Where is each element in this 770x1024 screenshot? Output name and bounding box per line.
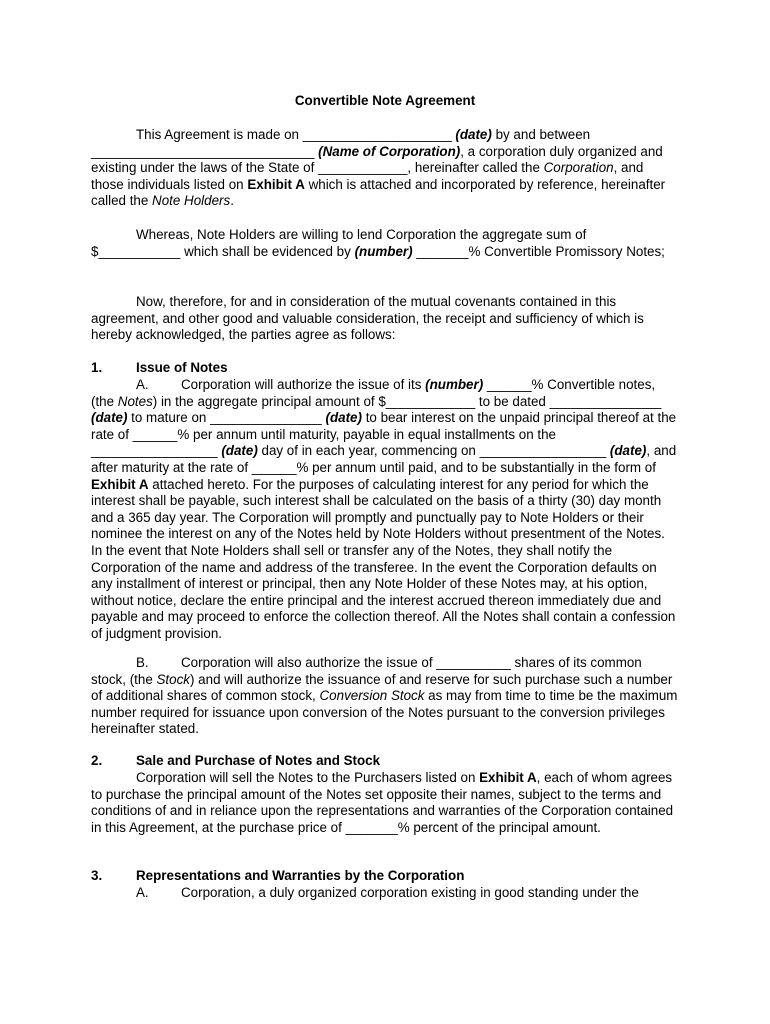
text-run: attached hereto. For the purposes of calculating interest for any period for which the interest shall be payable, such interest shall be calculated on the basis of a thirty (30) day month and a 365 day year. The Corporation will promptly and punctually pay to Note Holders or their nominee the interest on any of the Notes held by Note Holders without presentment of the Notes. In the event that Note Holders shall sell or transfer any of the Notes, they shall notify the Corporation of the name and address of the transferee. In the event the Corporation defaults on any installment of interest or principal, then any Note Holder of these Notes may, at his option, without notice, declare the entire principal and the interest accrued thereon immediately due and payable and may proceed to enforce the collection thereof. All the Notes shall contain a confession of judgment provision. bbox=[91, 476, 676, 641]
section-2-title: Sale and Purchase of Notes and Stock bbox=[136, 753, 381, 768]
text-run: ______% Convertible notes, (the bbox=[91, 377, 656, 409]
section-1b-label: B. bbox=[136, 655, 149, 670]
section-1a-label: A. bbox=[136, 377, 149, 392]
section-2-number: 2. bbox=[91, 753, 103, 768]
intro-paragraph bbox=[91, 127, 678, 210]
text-run: as may from time to time be the maximum number required for issuance upon conversion of the Notes pursuant to the conversion privileges hereinafter stated. bbox=[91, 688, 678, 737]
text-run: (date) bbox=[325, 410, 362, 426]
text-run: to bear interest on the unpaid principal thereof at the rate of ______% per annum until maturity, payable in equal installments on the _________________ bbox=[91, 410, 677, 459]
document-title: Convertible Note Agreement bbox=[294, 93, 476, 108]
text-run: Corporation will authorize the issue of its bbox=[181, 377, 426, 392]
text-run: , and those individuals listed on bbox=[91, 160, 644, 192]
whereas-paragraph bbox=[91, 227, 678, 260]
section-2-paragraph bbox=[91, 770, 678, 836]
section-1b-paragraph bbox=[91, 655, 678, 738]
text-run: Whereas, Note Holders are willing to lend Corporation the aggregate sum of $___________ which shall be evidenced by bbox=[91, 227, 587, 259]
text-run: (date) bbox=[455, 127, 492, 142]
text-run: This Agreement is made on ____________________ bbox=[136, 127, 456, 142]
text-run: ) and will authorize the issuance of and reserve for such purchase such a number of additional shares of common stock, bbox=[91, 671, 673, 704]
text-run: Stock bbox=[156, 671, 190, 687]
section-1-heading bbox=[91, 360, 678, 377]
text-run: (number) bbox=[354, 243, 413, 259]
text-run: ) in the aggregate principal amount of $____________ to be dated _______________ bbox=[152, 393, 662, 409]
text-run: , each of whom agrees to purchase the principal amount of the Notes set opposite their names, subject to the terms and conditions of and in reliance upon the representations and warranties of the Corporation contained in this Agreement, at the purchase price of _______% percent of the principal amount. bbox=[91, 770, 674, 835]
text-run: Corporation, a duly organized corporation existing in good standing under the bbox=[181, 885, 639, 900]
text-run: _______% Convertible Promissory Notes; bbox=[412, 243, 665, 259]
text-run: Notes bbox=[117, 393, 153, 409]
text-run: Exhibit A bbox=[91, 476, 149, 492]
text-run: (date) bbox=[221, 443, 258, 459]
text-run: day of in each year, commencing on _________________ bbox=[257, 443, 610, 459]
text-run: to mature on _______________ bbox=[127, 410, 326, 426]
text-run: (number) bbox=[425, 377, 484, 392]
text-run: (date) bbox=[609, 443, 647, 459]
section-3-heading bbox=[91, 868, 678, 885]
section-3a-paragraph bbox=[91, 885, 678, 902]
text-run: Exhibit A bbox=[479, 770, 537, 785]
text-run: Note Holders bbox=[152, 193, 231, 209]
section-1-title: Issue of Notes bbox=[136, 360, 228, 375]
section-1a-paragraph bbox=[91, 377, 678, 643]
text-run: by and between ______________________________ bbox=[91, 127, 591, 159]
section-2-heading bbox=[91, 753, 678, 770]
text-run: Conversion Stock bbox=[319, 688, 425, 704]
section-3-number: 3. bbox=[91, 868, 103, 883]
text-run: (date) bbox=[91, 410, 128, 426]
text-run: (Name of Corporation) bbox=[318, 143, 461, 159]
text-run: Now, therefore, for and in consideration of the mutual covenants contained in this agreement, and other good and valuable consideration, the receipt and sufficiency of which is hereby acknowledged, the parties agree as follows: bbox=[91, 294, 644, 343]
text-run: , and after maturity at the rate of ______% per annum until paid, and to be substantially in the form of bbox=[91, 443, 677, 475]
section-3-title: Representations and Warranties by the Corporation bbox=[136, 868, 465, 883]
text-run: Exhibit A bbox=[247, 176, 305, 192]
text-run: Corporation will also authorize the issue of __________ shares of its common stock, (the bbox=[91, 655, 642, 687]
text-run: , a corporation duly organized and existing under the laws of the State of ____________, hereinafter called the bbox=[91, 143, 663, 176]
text-run: which is attached and incorporated by reference, hereinafter called the bbox=[91, 176, 666, 209]
text-run: Corporation will sell the Notes to the Purchasers listed on bbox=[136, 770, 480, 785]
section-3a-label: A. bbox=[136, 885, 149, 900]
text-run: Corporation bbox=[543, 160, 614, 176]
section-1-number: 1. bbox=[91, 360, 103, 375]
text-run: . bbox=[230, 193, 234, 209]
now-therefore-paragraph bbox=[91, 294, 678, 344]
